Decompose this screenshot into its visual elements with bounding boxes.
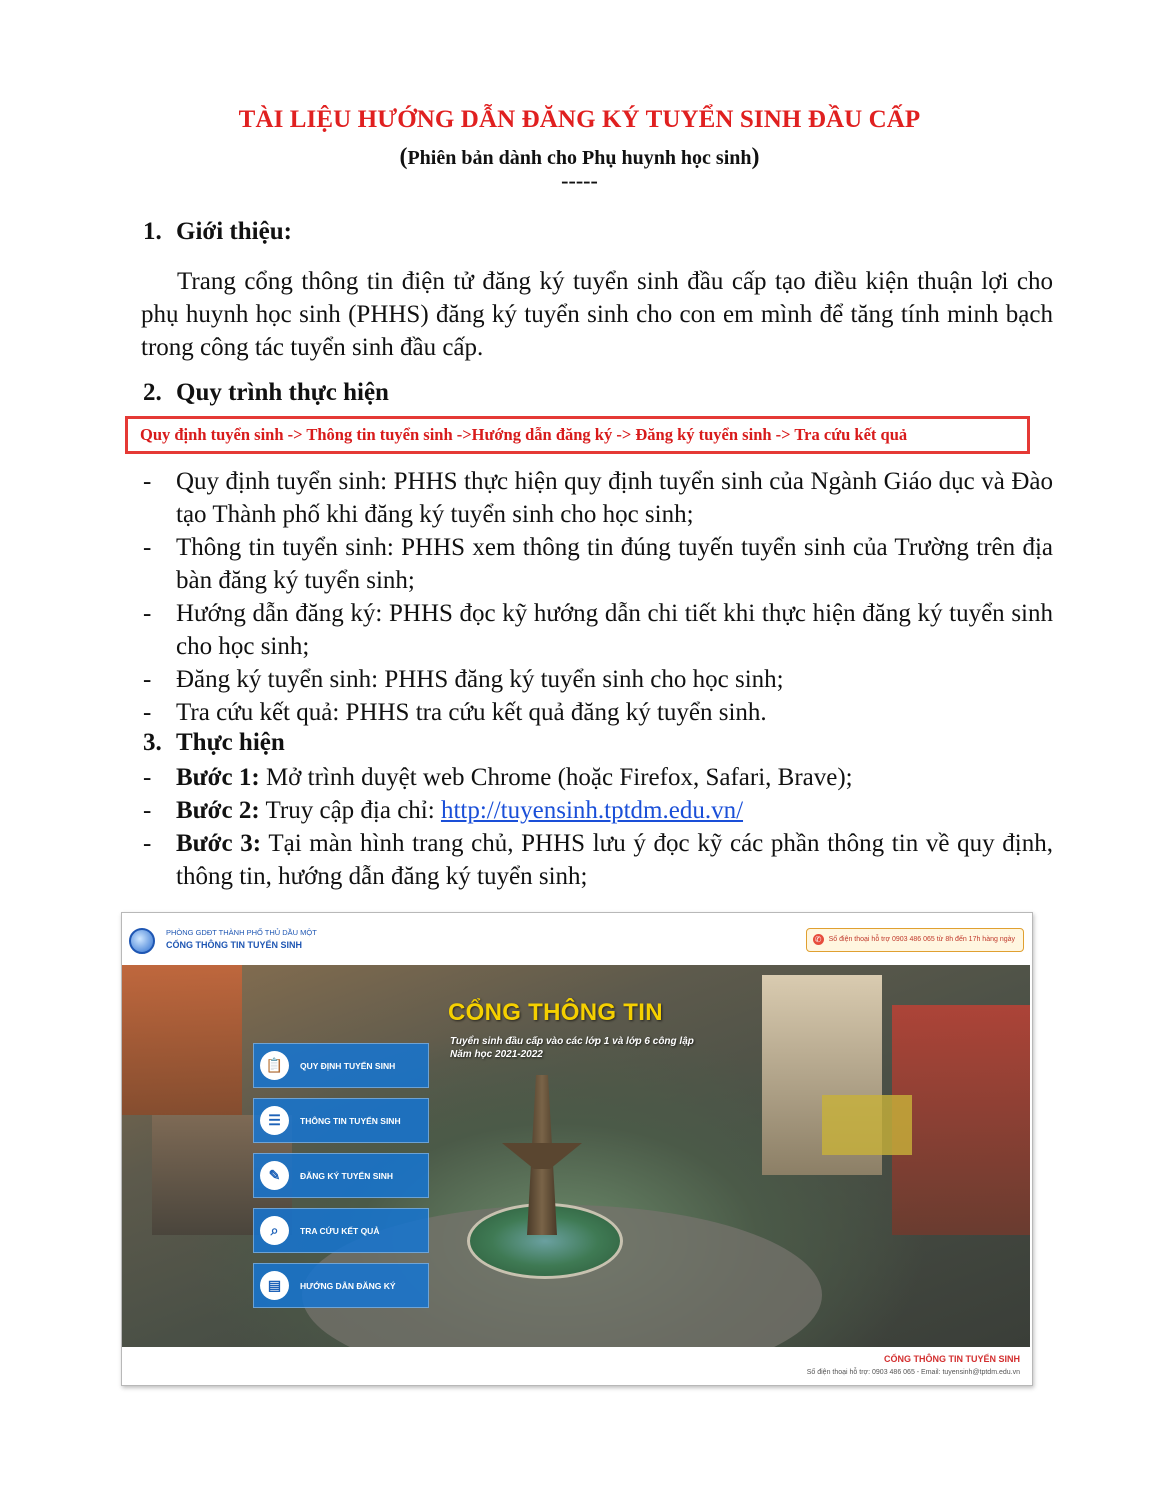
hotline-text: Số điện thoại hỗ trợ 0903 486 065 từ 8h đến 17h hàng ngày [828,936,1015,943]
section2-number: 2. [143,379,162,406]
process-flow-box: Quy định tuyển sinh -> Thông tin tuyển sinh ->Hướng dẫn đăng ký -> Đăng ký tuyển sinh -> Tra cứu kết quả [125,416,1030,454]
step-label: Bước 2: [176,797,260,824]
section3-number: 3. [143,729,162,756]
portal-screenshot [121,912,1033,1386]
hero-title: CỔNG THÔNG TIN [448,999,663,1026]
portal-link[interactable]: http://tuyensinh.tptdm.edu.vn/ [440,797,744,824]
step-item: - Bước 2: Truy cập địa chỉ: http://tuyensinh.tptdm.edu.vn/ [143,797,744,824]
list-item: - Tra cứu kết quả: PHHS tra cứu kết quả đăng ký tuyển sinh. [143,699,767,726]
list-item: - Thông tin tuyển sinh: PHHS xem thông tin đúng tuyến tuyển sinh của Trường trên địa bàn đăng ký tuyển sinh; [143,534,1053,594]
footer-title: CỔNG THÔNG TIN TUYỂN SINH [883,1354,1020,1364]
form-icon: ✎ [260,1161,289,1190]
monument-top-decoration [502,1143,582,1169]
book-icon: ▤ [260,1271,289,1300]
portal-menu [253,1043,429,1318]
portal-header-department: PHÒNG GDĐT THÀNH PHỐ THỦ DẦU MỘT [166,928,317,937]
subtitle-paren-close: ) [751,144,760,170]
subtitle-paren-open: ( [399,144,408,170]
list-icon: ☰ [260,1106,289,1135]
steps-list [141,761,1053,893]
document-title: TÀI LIỆU HƯỚNG DẪN ĐĂNG KÝ TUYỂN SINH ĐẦU CẤP [238,106,921,133]
list-item: - Đăng ký tuyển sinh: PHHS đăng ký tuyển sinh cho học sinh; [143,666,784,693]
building-decoration [122,965,242,1115]
menu-item-huong-dan[interactable]: ▤ HƯỚNG DẪN ĐĂNG KÝ [253,1263,429,1308]
building-decoration [822,1095,912,1155]
process-list [141,465,1053,729]
portal-header [122,913,1030,965]
subtitle-text: Phiên bản dành cho Phụ huynh học sinh [407,147,752,169]
portal-logo-icon [129,928,155,954]
step-label: Bước 3: [176,830,262,857]
hotline-badge [806,928,1024,952]
footer-contact: Số điện thoại hỗ trợ: 0903 486 065 - Email: tuyensinh@tptdm.edu.vn [806,1369,1020,1376]
step-item: - Bước 1: Mở trình duyệt web Chrome (hoặc Firefox, Safari, Brave); [143,764,853,791]
menu-item-quy-dinh[interactable]: 📋 QUY ĐỊNH TUYỂN SINH [253,1043,429,1088]
building-decoration [892,1005,1030,1235]
document-subtitle [0,144,1159,171]
section3-heading-text: Thực hiện [176,729,285,756]
portal-hero [122,965,1030,1347]
portal-header-title: CỔNG THÔNG TIN TUYỂN SINH [166,940,303,950]
section1-number: 1. [143,218,162,245]
portal-footer [122,1347,1030,1385]
section3-heading [143,729,285,757]
section2-heading-text: Quy trình thực hiện [176,379,389,406]
step-item: - Bước 3: Tại màn hình trang chủ, PHHS lưu ý đọc kỹ các phần thông tin về quy định, thông tin, hướng dẫn đăng ký tuyển sinh; [143,830,1053,890]
list-item: - Hướng dẫn đăng ký: PHHS đọc kỹ hướng dẫn chi tiết khi thực hiện đăng ký tuyển sinh cho học sinh; [143,600,1053,660]
title-separator: ----- [561,168,598,193]
hero-subtitle: Tuyển sinh đầu cấp vào các lớp 1 và lớp 6 công lập Năm học 2021-2022 [450,1036,694,1060]
list-item: - Quy định tuyển sinh: PHHS thực hiện quy định tuyển sinh của Ngành Giáo dục và Đào tạo Thành phố khi đăng ký tuyển sinh cho học sinh; [143,468,1053,528]
step-label: Bước 1: [176,764,260,791]
section1-heading-text: Giới thiệu: [176,218,292,245]
section2-heading [143,379,389,407]
phone-icon: ✆ [813,934,824,945]
section1-heading [143,218,292,246]
menu-item-thong-tin[interactable]: ☰ THÔNG TIN TUYỂN SINH [253,1098,429,1143]
menu-item-dang-ky[interactable]: ✎ ĐĂNG KÝ TUYỂN SINH [253,1153,429,1198]
clipboard-icon: 📋 [260,1051,289,1080]
search-icon: ⌕ [260,1216,289,1245]
section1-paragraph: Trang cổng thông tin điện tử đăng ký tuyển sinh đầu cấp tạo điều kiện thuận lợi cho phụ huynh học sinh (PHHS) đăng ký tuyển sinh cho con em mình để tăng tính minh bạch trong công tác tuyển sinh đầu cấp. [141,268,1053,361]
menu-item-tra-cuu[interactable]: ⌕ TRA CỨU KẾT QUẢ [253,1208,429,1253]
